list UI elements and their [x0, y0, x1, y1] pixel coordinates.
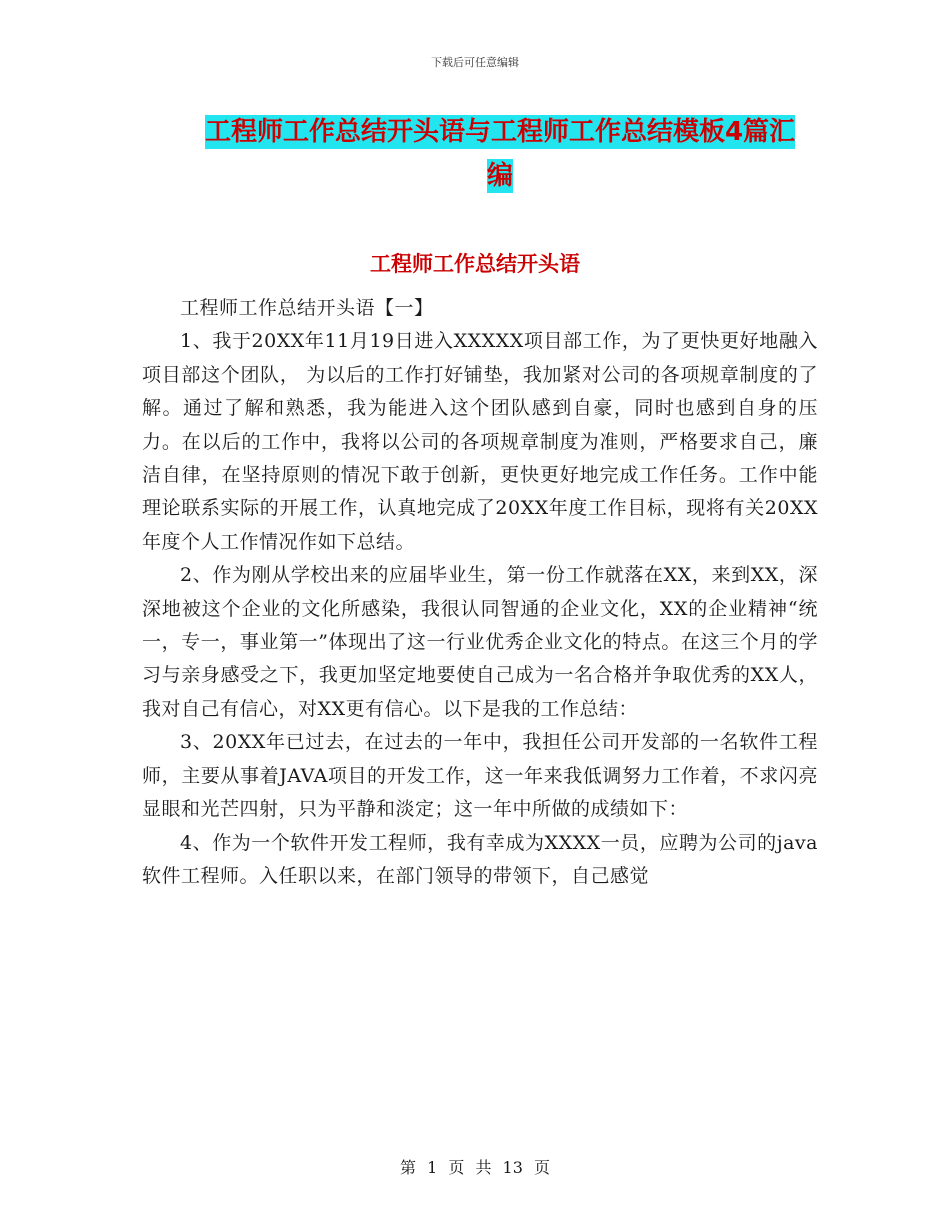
page-footer: 第 1 页 共 13 页 [400, 1158, 550, 1177]
header-note: 下载后可任意编辑 [431, 56, 519, 69]
paragraph: 1、我于20XX年11月19日进入XXXXX项目部工作，为了更快更好地融入项目部这个团队， 为以后的工作打好铺垫，我加紧对公司的各项规章制度的了解。通过了解和熟悉，我为能进入这个团队感到自豪，同时也感到自身的压力。在以后的工作中，我将以公司的各项规章制度为准则，严格要求自己，廉洁自律，在坚持原则的情况下敢于创新，更快更好地完成工作任务。工作中能理论联系实际的开展工作，认真地完成了20XX年度工作目标，现将有关20XX年度个人工作情况作如下总结。 [142, 330, 818, 553]
document-title-text: 工程师工作总结开头语与工程师工作总结模板4篇汇编 [204, 117, 796, 191]
document-title [195, 110, 805, 198]
paragraph: 2、作为刚从学校出来的应届毕业生，第一份工作就落在XX，来到XX，深深地被这个企业的文化所感染，我很认同智通的企业文化，XX的企业精神“统一，专一，事业第一”体现出了这一行业优秀企业文化的特点。在这三个月的学习与亲身感受之下，我更加坚定地要使自己成为一名合格并争取优秀的XX人，我对自己有信心，对XX更有信心。以下是我的工作总结： [142, 564, 818, 720]
section-heading: 工程师工作总结开头语 [370, 252, 580, 276]
paragraph: 3、20XX年已过去，在过去的一年中，我担任公司开发部的一名软件工程师，主要从事着JAVA项目的开发工作，这一年来我低调努力工作着，不求闪亮显眼和光芒四射，只为平静和淡定；这一年中所做的成绩如下： [142, 731, 818, 821]
paragraph-subheading: 工程师工作总结开头语【一】 [180, 297, 434, 319]
body-text [142, 292, 818, 893]
paragraph: 4、作为一个软件开发工程师，我有幸成为XXXX一员，应聘为公司的java软件工程师。入任职以来，在部门领导的带领下，自己感觉 [142, 831, 818, 887]
